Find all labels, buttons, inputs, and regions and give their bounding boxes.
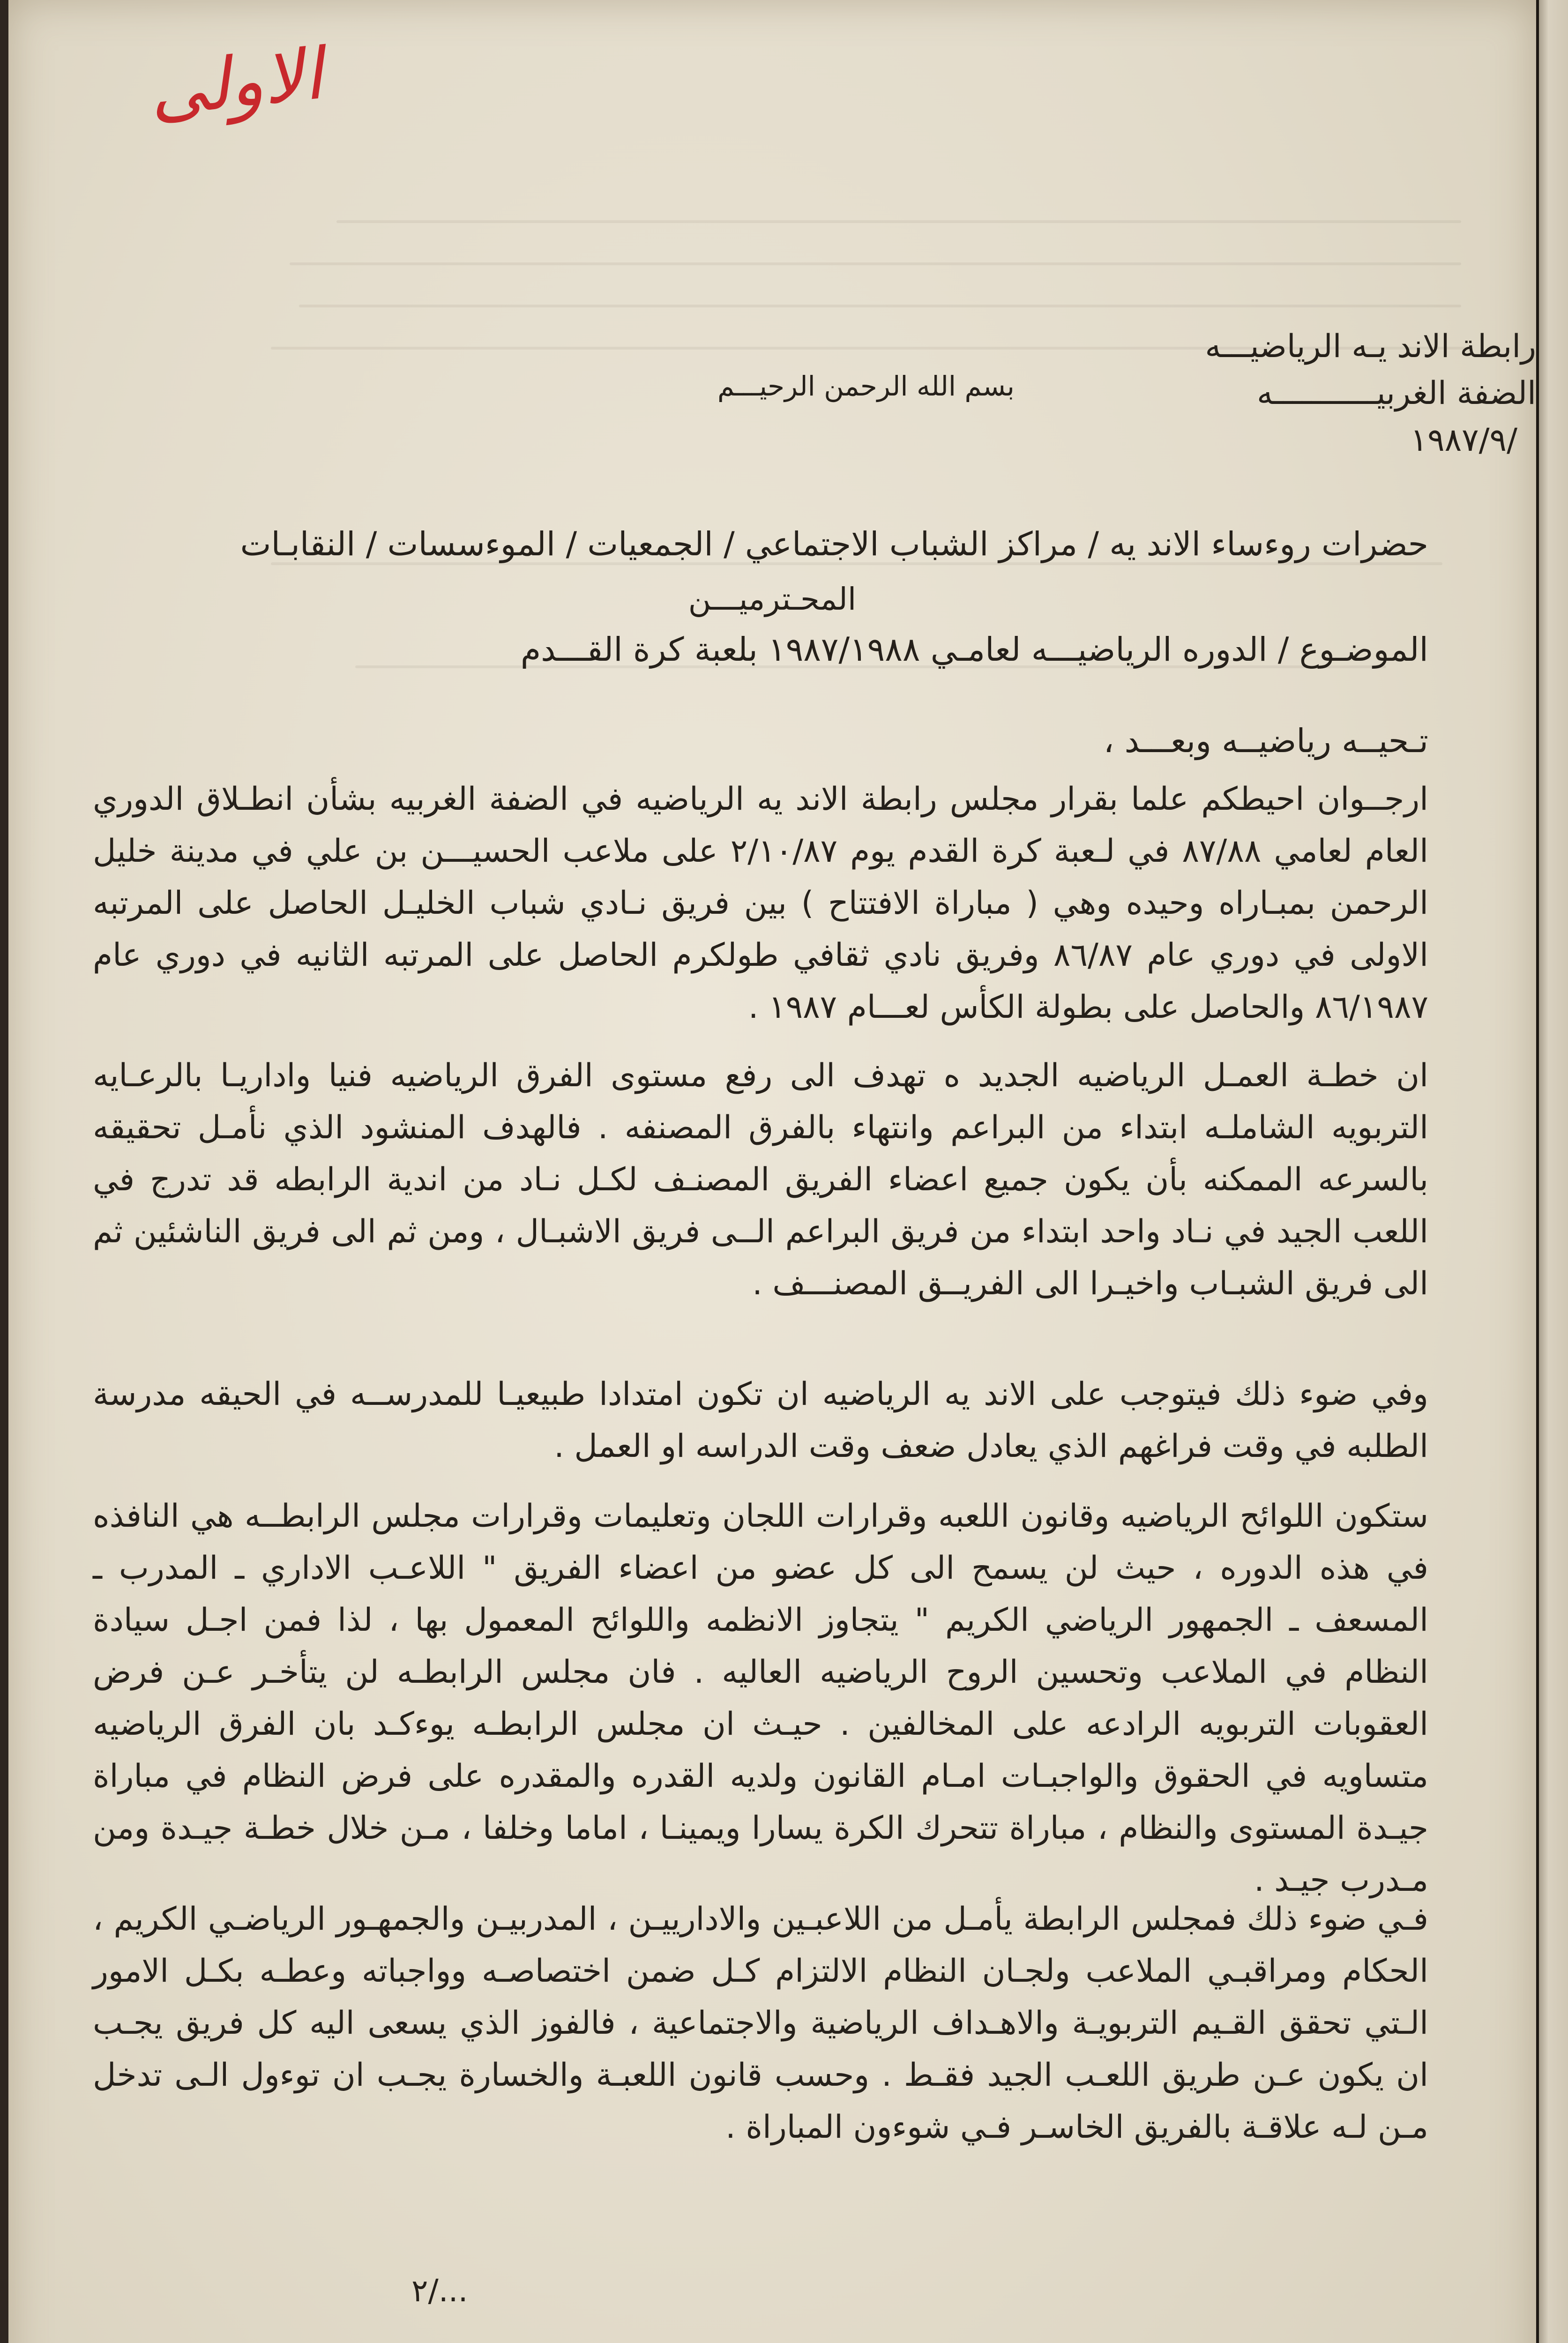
addressees-honorific: المحـترميـــن (688, 581, 857, 617)
handwritten-red-mark: ﺍﻻﻭﻟﻰ (145, 33, 327, 133)
paragraph-league-launch: ارجــوان احيطكم علما بقرار مجلس رابطة الاند يه الرياضيه في الضفة الغربيه بشأن انطـلاق الدوري العام لعامي ٨٧/٨٨ في لـعبة كرة القدم يوم ٢/١٠/٨٧ على ملاعب الحسيـــن بن علي في مدينة خليل الرحمن بمبـاراه وحيده وهي ( مباراة الافتتاح ) بين فريق نـادي شباب الخليـل الحاصل على المرتبه الاولى في دوري عام ٨٦/٨٧ وفريق نادي ثقافي طولكرم الحاصل على المرتبه الثانيه في دوري عام ٨٦/١٩٨٧ والحاصل على بطولة الكأس لعـــام ١٩٨٧ . (93, 781, 1429, 1026)
region-name: الضفة الغربيـــــــــــه (1256, 375, 1536, 412)
basmala: بسم الله الرحمن الرحيـــم (717, 370, 1015, 402)
letter-date: ١٩٨٧/٩/ (1410, 422, 1517, 459)
organization-name: رابطة الاند يـه الرياضيـــه (1205, 328, 1536, 365)
page-number: ٢/... (411, 2273, 468, 2309)
subject-line: الموضـوع / الدوره الرياضيـــه لعامـي ١٩٨٧/١٩٨٨ بلعبة كرة القـــدم (520, 630, 1428, 669)
letterhead (1114, 323, 1536, 464)
bleed-through-line (336, 220, 1461, 223)
paragraph-closing: فـي ضوء ذلك فمجلس الرابطة يأمـل من اللاعبـين والادارييـن ، المدربيـن والجمهـور الرياضـي الكريم ، الحكام ومراقبـي الملاعب ولجـان النظام الالتزام كـل ضمن اختصاصـه وواجباته وعطـه بكـل الامور الـتي تحقق القـيم التربويـة والاهـداف الرياضية والاجتماعية ، فالفوز الذي يسعى اليه كل فريق يجـب ان يكون عـن طريق اللعـب الجيد فقـط . وحسب قانون اللعبـة والخسارة يجـب ان توءول الـى تدخل مـن لـه علاقـة بالفريق الخاسـر فـي شوءون المباراة . (93, 1901, 1428, 2146)
paragraph-clubs-role: وفي ضوء ذلك فيتوجب على الاند يه الرياضيه ان تكون امتدادا طبيعيـا للمدرســه في الحيقه مدرسة الطلبه في وقت فراغهم الذي يعادل ضعف وقت الدراسه او العمل . (93, 1376, 1428, 1465)
letter-page (8, 0, 1536, 2343)
greeting: تـحيــه رياضيــه وبعـــد ، (1103, 722, 1428, 760)
paragraph-regulations: ستكون اللوائح الرياضيه وقانون اللعبه وقرارات اللجان وتعليمات وقرارات مجلس الرابطــه هي النافذه في هذه الدوره ، حيث لن يسمح الى كل عضو من اعضاء الفريق " اللاعـب الاداري ـ المدرب ـ المسعف ـ الجمهور الرياضي الكريم " يتجاوز الانظمه واللوائح المعمول بها ، لذا فمن اجـل سيادة النظام في الملاعب وتحسين الروح الرياضيه العاليه . فان مجلس الرابطـه لن يتأخـر عـن فرض العقوبات التربويه الرادعه على المخالفين . حيـث ان مجلس الرابطـه يوءكـد بان الفرق الرياضيه متساويه في الحقوق والواجبـات امـام القانون ولديه القدره والمقدره على فرض النظام في مباراة جيـدة المستوى والنظام ، مباراة تتحرك الكرة يسارا ويمينـا ، اماما وخلفا ، مـن خلال خطـة جيـدة ومن مـدرب جيـد . (93, 1498, 1428, 1899)
addressees: حضرات روءساء الاند يه / مراكز الشباب الاجتماعي / الجمعيات / الموءسسات / النقابـات (240, 525, 1428, 563)
bleed-through-line (290, 262, 1461, 265)
paragraph-work-plan: ان خطـة العمـل الرياضيه الجديد ه تهدف الى رفع مستوى الفرق الرياضيه فنيا واداريـا بالرعـايه التربويه الشاملـه ابتداء من البراعم وانتهاء بالفرق المصنفه . فالهدف المنشود الذي نأمـل تحقيقه بالسرعه الممكنه بأن يكون جميع اعضاء الفريق المصنـف لكـل نـاد من اندية الرابطه قد تدرج في اللعب الجيد في نـاد واحد ابتداء من فريق البراعم الــى فريق الاشبـال ، ومن ثم الى فريق الناشئين ثم الى فريق الشبـاب واخيـرا الى الفريــق المصنـــف . (93, 1057, 1428, 1302)
next-page-edge (1536, 0, 1568, 2343)
bleed-through-line (299, 305, 1461, 307)
